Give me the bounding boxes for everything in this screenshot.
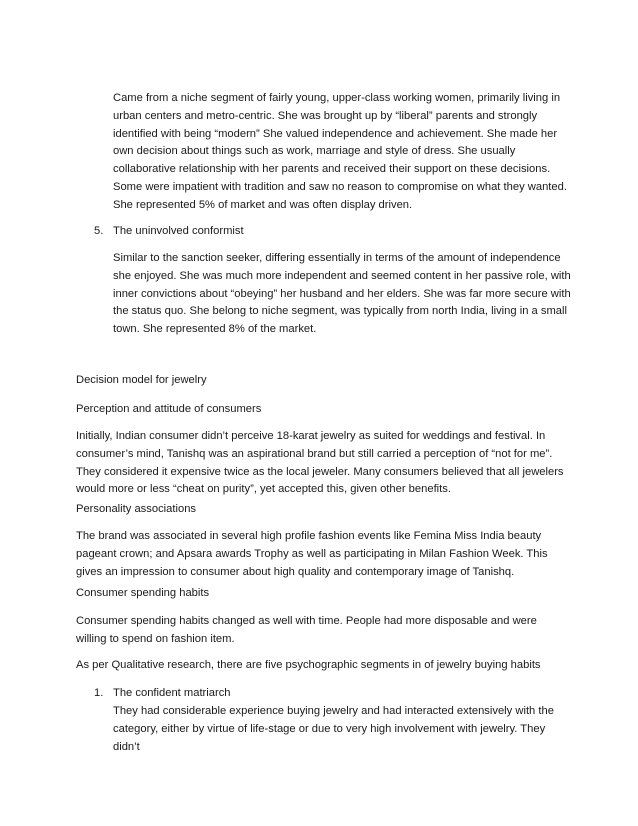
list-number: 5.: [94, 225, 104, 237]
spending-heading: Consumer spending habits: [76, 587, 210, 599]
spending-paragraph: Consumer spending habits changed as well with time. People had more disposable and were willing to spend on fashion item.: [76, 615, 537, 645]
confident-matriarch-paragraph: They had considerable experience buying jewelry and had interacted extensively with the category, either by virtue of life-stage or due to very high involvement with jewelry. They didn’t: [113, 705, 554, 753]
qualitative-research-line: As per Qualitative research, there are five psychographic segments in of jewelry buying habits: [76, 659, 541, 671]
perception-heading: Perception and attitude of consumers: [76, 403, 262, 415]
list-item-title: The confident matriarch: [113, 687, 231, 699]
perception-paragraph: Initially, Indian consumer didn’t perceive 18-karat jewelry as suited for weddings and festival. In consumer’s mind, Tanishq was an aspirational brand but still carried a perception of “not for me”. They considered it expensive twice as the local jeweler. Many consumers believed that all jewelers would more or less “cheat on purity”, yet accepted this, given other benefits.: [76, 430, 564, 496]
list-number: 1.: [94, 687, 104, 699]
list-item-title: The uninvolved conformist: [113, 225, 244, 237]
personality-heading: Personality associations: [76, 503, 197, 515]
personality-paragraph: The brand was associated in several high profile fashion events like Femina Miss India beauty pageant crown; and Apsara awards Trophy as well as participating in Milan Fashion Week. This gives an impression to consumer about high quality and contemporary image of Tanishq.: [76, 530, 548, 578]
segment-description-paragraph: Came from a niche segment of fairly young, upper-class working women, primarily living in urban centers and metro-centric. She was brought up by “liberal” parents and strongly identified with being “modern” She valued independence and achievement. She made her own decision about things such as work, marriage and style of dress. She usually collaborative relationship with her parents and received their support on these decisions. Some were impatient with tradition and saw no reason to compromise on what they wanted. She represented 5% of market and was often display driven.: [113, 92, 567, 211]
decision-model-heading: Decision model for jewelry: [76, 374, 207, 386]
uninvolved-conformist-paragraph: Similar to the sanction seeker, differing essentially in terms of the amount of independence she enjoyed. She was much more independent and seemed content in her passive role, with inner convictions about “obeying” her husband and her elders. She was far more secure with the status quo. She belong to niche segment, was typically from north India, living in a small town. She represented 8% of the market.: [113, 252, 571, 336]
